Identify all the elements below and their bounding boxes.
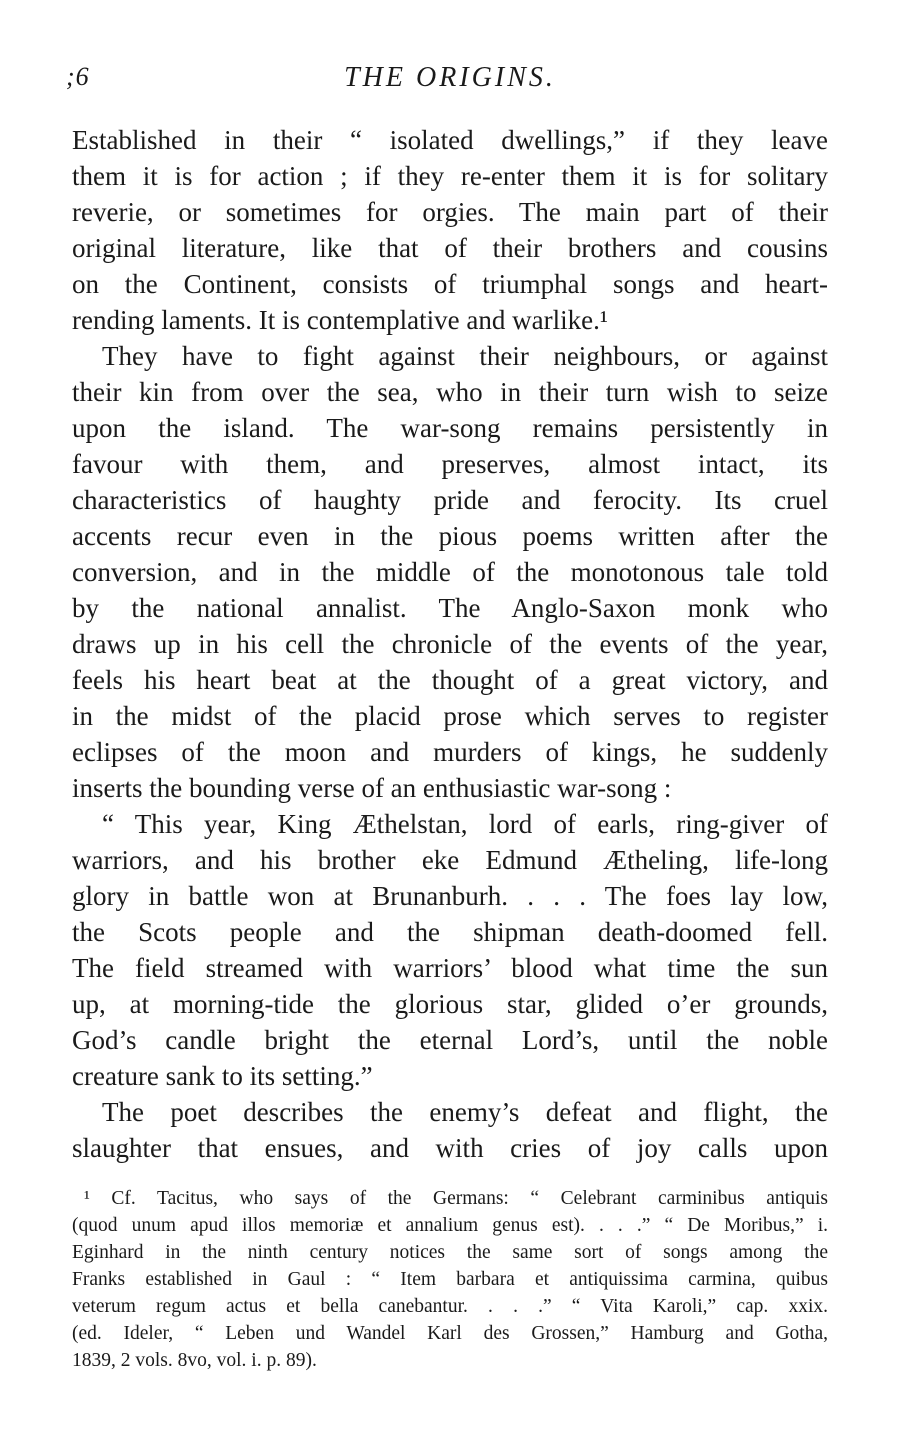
text-line: in the midst of the placid prose which serves to register xyxy=(72,701,828,731)
footnote-line: 1839, 2 vols. 8vo, vol. i. p. 89). xyxy=(72,1350,317,1371)
footnote-line: veterum regum actus et bella canebantur. . . .” “ Vita Karoli,” cap. xxix. xyxy=(72,1296,828,1317)
text-line: accents recur even in the pious poems written after the xyxy=(72,521,828,551)
text-line: favour with them, and preserves, almost intact, its xyxy=(72,449,828,479)
text-line: up, at morning-tide the glorious star, glided o’er grounds, xyxy=(72,989,828,1019)
text-line: God’s candle bright the eternal Lord’s, until the noble xyxy=(72,1025,828,1055)
footnote-line: (quod unum apud illos memoriæ et annalium genus est). . . .” “ De Moribus,” i. xyxy=(72,1215,828,1236)
text-line: original literature, like that of their brothers and cousins xyxy=(72,233,828,263)
text-line: glory in battle won at Brunanburh. . . . The foes lay low, xyxy=(72,881,828,911)
footnote-line: Eginhard in the ninth century notices the same sort of songs among the xyxy=(72,1242,828,1263)
footnote-line: (ed. Ideler, “ Leben und Wandel Karl des Grossen,” Hamburg and Gotha, xyxy=(72,1323,828,1344)
body-text xyxy=(72,122,828,1166)
text-line: the Scots people and the shipman death-doomed fell. xyxy=(72,917,828,947)
text-line: conversion, and in the middle of the monotonous tale told xyxy=(72,557,828,587)
text-line: characteristics of haughty pride and ferocity. Its cruel xyxy=(72,485,828,515)
text-line: eclipses of the moon and murders of kings, he suddenly xyxy=(72,737,828,767)
text-line: “ This year, King Æthelstan, lord of earls, ring-giver of xyxy=(102,809,828,839)
text-line: The field streamed with warriors’ blood what time the sun xyxy=(72,953,828,983)
text-line: They have to fight against their neighbours, or against xyxy=(102,341,828,371)
text-line: feels his heart beat at the thought of a great victory, and xyxy=(72,665,828,695)
page-number: ;6 xyxy=(66,62,90,91)
text-line: slaughter that ensues, and with cries of joy calls upon xyxy=(72,1133,828,1163)
footnote-line: ¹ Cf. Tacitus, who says of the Germans: “ Celebrant carminibus antiquis xyxy=(84,1188,828,1209)
text-line: inserts the bounding verse of an enthusiastic war-song : xyxy=(72,773,672,803)
text-line: upon the island. The war-song remains persistently in xyxy=(72,413,828,443)
page-header xyxy=(0,62,900,102)
footnote-line: Franks established in Gaul : “ Item barbara et antiquissima carmina, quibus xyxy=(72,1269,828,1290)
running-title: THE ORIGINS. xyxy=(344,62,556,93)
text-line: draws up in his cell the chronicle of the events of the year, xyxy=(72,629,828,659)
text-line: on the Continent, consists of triumphal songs and heart- xyxy=(72,269,828,299)
text-line: warriors, and his brother eke Edmund Ætheling, life-long xyxy=(72,845,828,875)
text-line: The poet describes the enemy’s defeat and flight, the xyxy=(102,1097,828,1127)
text-line: Established in their “ isolated dwellings,” if they leave xyxy=(72,125,828,155)
text-line: reverie, or sometimes for orgies. The main part of their xyxy=(72,197,828,227)
text-line: their kin from over the sea, who in their turn wish to seize xyxy=(72,377,828,407)
text-line: them it is for action ; if they re-enter them it is for solitary xyxy=(72,161,828,191)
text-line: creature sank to its setting.” xyxy=(72,1061,373,1091)
footnotes xyxy=(72,1185,828,1374)
text-line: by the national annalist. The Anglo-Saxon monk who xyxy=(72,593,828,623)
text-line: rending laments. It is contemplative and warlike.¹ xyxy=(72,305,608,335)
